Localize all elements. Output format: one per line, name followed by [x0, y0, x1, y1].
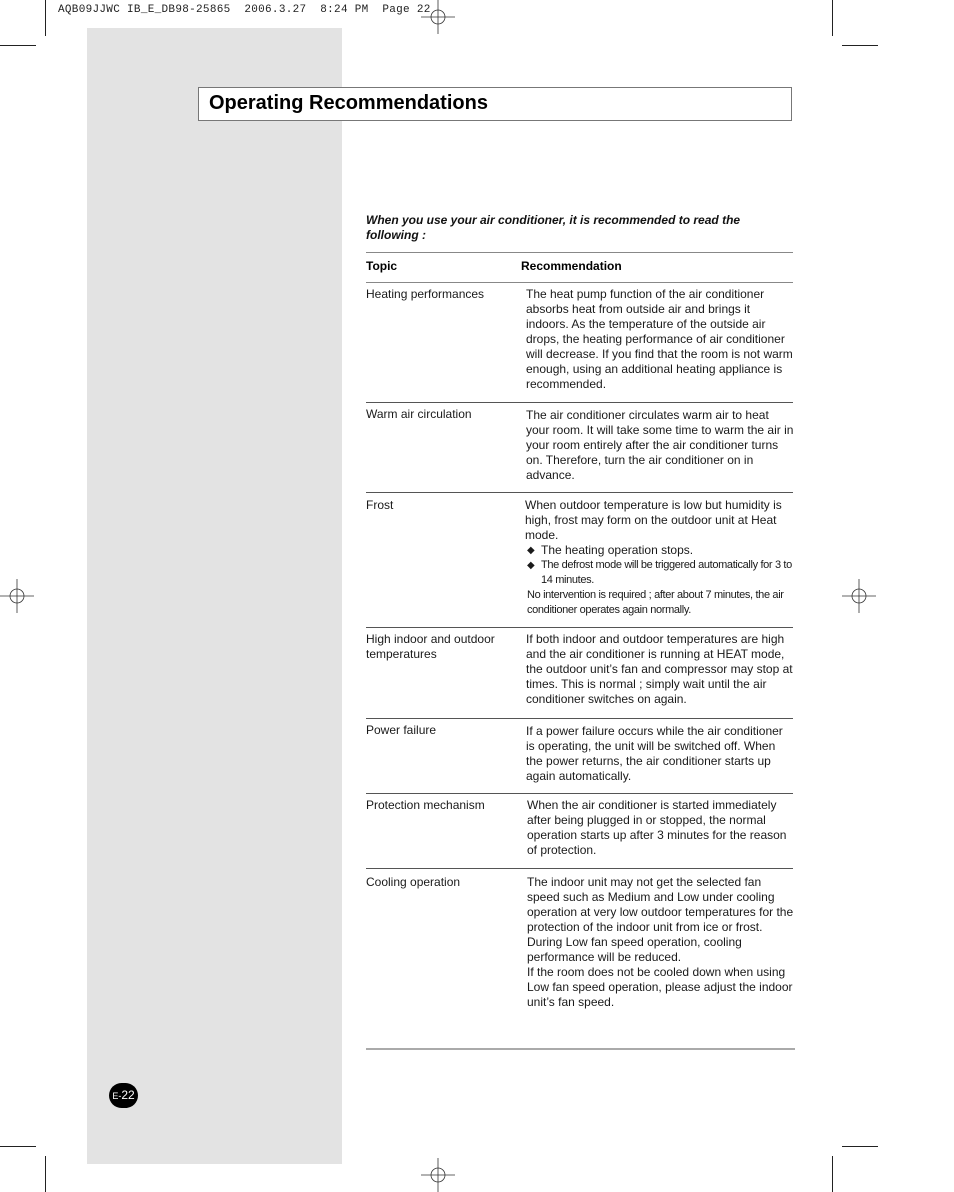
cooling-extra: During Low fan speed operation, cooling performance will be reduced.: [527, 935, 742, 964]
list-item: [525, 558, 793, 588]
gray-sidebar-panel: [87, 28, 342, 1164]
row-topic: Cooling operation: [366, 875, 461, 889]
list-item: [525, 543, 793, 558]
row-topic: Frost: [366, 498, 394, 512]
table-row: [366, 794, 793, 869]
cooling-description: The indoor unit may not get the selected fan speed such as Medium and Low under cooling operation at very low outdoor temperatures for the protection of the indoor unit from ice or frost.: [527, 875, 794, 934]
bullet-text: The heating operation stops.: [541, 543, 694, 557]
row-topic: Heating performances: [366, 287, 485, 301]
row-recommendation: [525, 498, 793, 618]
diamond-bullet-icon: ◆: [527, 545, 535, 556]
title-box: [198, 87, 792, 121]
page-number-badge: [109, 1083, 138, 1108]
diamond-bullet-icon: ◆: [527, 560, 535, 571]
row-recommendation: When the air conditioner is started immediately after being plugged in or stopped, the normal operation starts up after 3 minutes for the reason of protection.: [527, 798, 787, 857]
table-row: [366, 628, 793, 719]
row-recommendation: If a power failure occurs while the air conditioner is operating, the unit will be switched off. When the power returns, the air conditioner starts up again automatically.: [526, 724, 783, 783]
page-number: 22: [121, 1088, 135, 1102]
table-row: [366, 403, 793, 493]
crop-mark: [45, 1156, 46, 1192]
table-row: [366, 493, 793, 628]
registration-mark-icon: [421, 1158, 455, 1192]
page-number-prefix: E-: [112, 1091, 122, 1101]
crop-mark: [0, 45, 36, 46]
registration-mark-icon: [0, 579, 34, 613]
row-recommendation: [527, 875, 795, 1010]
row-recommendation: The air conditioner circulates warm air to heat your room. It will take some time to warm the air in your room entirely after the air conditioner turns on. Therefore, turn the air conditioner on in advance.: [526, 408, 794, 482]
frost-description: When outdoor temperature is low but humidity is high, frost may form on the outdoor unit at Heat mode.: [525, 498, 782, 542]
row-topic: Power failure: [366, 723, 437, 737]
bottom-rule: [366, 1048, 795, 1050]
header-recommendation: Recommendation: [521, 259, 622, 273]
table-row: [366, 719, 793, 794]
bullet-text: The defrost mode will be triggered automatically for 3 to 14 minutes.: [541, 559, 792, 586]
crop-mark: [0, 1146, 36, 1147]
page-title: Operating Recommendations: [209, 92, 488, 114]
table-row: [366, 283, 793, 403]
crop-mark: [842, 45, 878, 46]
intro-text: When you use your air conditioner, it is recommended to read the following :: [366, 213, 741, 242]
registration-mark-icon: [842, 579, 876, 613]
recommendations-table: [366, 252, 793, 1029]
row-recommendation: The heat pump function of the air conditioner absorbs heat from outside air and brings it indoors. As the temperature of the outside air drops, the heating performance of air conditioner will decrease. If you find that the room is not warm enough, using an additional heating appliance is recommended.: [526, 287, 793, 391]
crop-mark: [842, 1146, 878, 1147]
row-recommendation: If both indoor and outdoor temperatures are high and the air conditioner is running at HEAT mode, the outdoor unit’s fan and compressor may stop at times. This is normal ; simply wait until the air conditioner switches on again.: [526, 632, 793, 706]
row-topic: Warm air circulation: [366, 407, 472, 421]
row-topic: High indoor and outdoor temperatures: [366, 632, 495, 661]
row-topic: Protection mechanism: [366, 798, 485, 812]
header-topic: Topic: [366, 259, 398, 273]
crop-mark: [45, 0, 46, 36]
registration-mark-icon: [421, 0, 455, 34]
table-row: [366, 869, 793, 1029]
cooling-extra: If the room does not be cooled down when using Low fan speed operation, please adjust the indoor unit’s fan speed.: [527, 965, 793, 1009]
crop-mark: [832, 0, 833, 36]
crop-mark: [832, 1156, 833, 1192]
table-header: [366, 252, 793, 283]
print-slug: AQB09JJWC IB_E_DB98-25865 2006.3.27 8:24 PM Page 22: [58, 4, 431, 16]
frost-note: No intervention is required ; after about 7 minutes, the air conditioner operates again normally.: [527, 589, 784, 616]
